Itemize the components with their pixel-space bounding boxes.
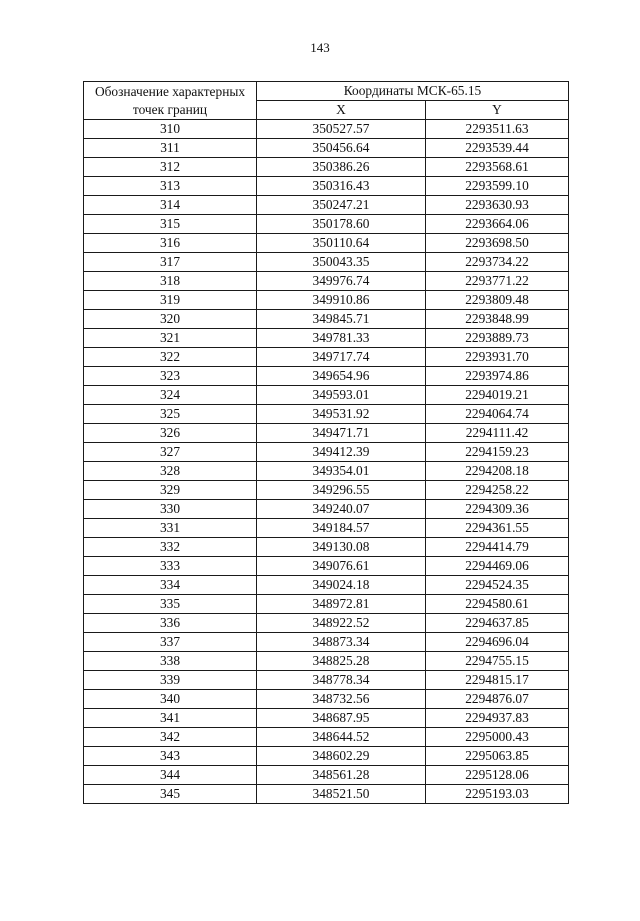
table-row xyxy=(84,215,569,234)
point-id-cell: 340 xyxy=(84,690,257,709)
y-coordinate-cell: 2294019.21 xyxy=(426,386,569,405)
point-id-cell: 333 xyxy=(84,557,257,576)
header-row-top xyxy=(84,82,569,101)
y-coordinate-cell: 2293848.99 xyxy=(426,310,569,329)
y-coordinate-cell: 2293734.22 xyxy=(426,253,569,272)
point-label-text: Обозначение характерных точек границ xyxy=(94,83,246,117)
y-coordinate-cell: 2294309.36 xyxy=(426,500,569,519)
point-id-cell: 326 xyxy=(84,424,257,443)
table-row xyxy=(84,462,569,481)
x-coordinate-cell: 348873.34 xyxy=(257,633,426,652)
x-coordinate-cell: 348778.34 xyxy=(257,671,426,690)
table-row xyxy=(84,671,569,690)
x-coordinate-cell: 349354.01 xyxy=(257,462,426,481)
x-coordinate-cell: 349076.61 xyxy=(257,557,426,576)
y-coordinate-cell: 2293630.93 xyxy=(426,196,569,215)
y-coordinate-cell: 2295128.06 xyxy=(426,766,569,785)
point-id-cell: 338 xyxy=(84,652,257,671)
table-row xyxy=(84,538,569,557)
point-id-cell: 332 xyxy=(84,538,257,557)
y-coordinate-cell: 2293974.86 xyxy=(426,367,569,386)
x-coordinate-cell: 350386.26 xyxy=(257,158,426,177)
point-id-cell: 339 xyxy=(84,671,257,690)
y-coordinate-cell: 2294637.85 xyxy=(426,614,569,633)
point-id-cell: 311 xyxy=(84,139,257,158)
x-coordinate-cell: 349845.71 xyxy=(257,310,426,329)
x-coordinate-cell: 348602.29 xyxy=(257,747,426,766)
table-row xyxy=(84,196,569,215)
x-coordinate-cell: 348972.81 xyxy=(257,595,426,614)
y-coordinate-cell: 2295193.03 xyxy=(426,785,569,804)
point-id-cell: 337 xyxy=(84,633,257,652)
table-row xyxy=(84,500,569,519)
x-coordinate-cell: 349240.07 xyxy=(257,500,426,519)
x-coordinate-cell: 348687.95 xyxy=(257,709,426,728)
table-row xyxy=(84,405,569,424)
x-coordinate-cell: 348521.50 xyxy=(257,785,426,804)
table-row xyxy=(84,348,569,367)
point-id-cell: 324 xyxy=(84,386,257,405)
y-coordinate-cell: 2294208.18 xyxy=(426,462,569,481)
y-coordinate-cell: 2293599.10 xyxy=(426,177,569,196)
x-coordinate-cell: 350110.64 xyxy=(257,234,426,253)
x-coordinate-cell: 350043.35 xyxy=(257,253,426,272)
point-id-cell: 344 xyxy=(84,766,257,785)
point-id-cell: 316 xyxy=(84,234,257,253)
table-row xyxy=(84,424,569,443)
table-row xyxy=(84,557,569,576)
coordinates-table xyxy=(83,81,569,804)
x-coordinate-cell: 349781.33 xyxy=(257,329,426,348)
y-coordinate-cell: 2293664.06 xyxy=(426,215,569,234)
table-row xyxy=(84,329,569,348)
point-id-cell: 322 xyxy=(84,348,257,367)
x-coordinate-cell: 350316.43 xyxy=(257,177,426,196)
table-row xyxy=(84,310,569,329)
x-coordinate-cell: 349717.74 xyxy=(257,348,426,367)
table-row xyxy=(84,234,569,253)
point-id-cell: 319 xyxy=(84,291,257,310)
point-id-cell: 336 xyxy=(84,614,257,633)
y-coordinate-cell: 2295000.43 xyxy=(426,728,569,747)
y-coordinate-cell: 2294524.35 xyxy=(426,576,569,595)
x-coordinate-cell: 350247.21 xyxy=(257,196,426,215)
y-column-header: Y xyxy=(426,101,569,120)
table-row xyxy=(84,728,569,747)
y-coordinate-cell: 2293568.61 xyxy=(426,158,569,177)
x-coordinate-cell: 349531.92 xyxy=(257,405,426,424)
y-coordinate-cell: 2294064.74 xyxy=(426,405,569,424)
y-coordinate-cell: 2294580.61 xyxy=(426,595,569,614)
table-row xyxy=(84,367,569,386)
point-id-cell: 312 xyxy=(84,158,257,177)
point-id-cell: 315 xyxy=(84,215,257,234)
y-coordinate-cell: 2294414.79 xyxy=(426,538,569,557)
table-row xyxy=(84,614,569,633)
y-coordinate-cell: 2293809.48 xyxy=(426,291,569,310)
point-id-cell: 318 xyxy=(84,272,257,291)
table-row xyxy=(84,576,569,595)
table-row xyxy=(84,766,569,785)
point-id-cell: 320 xyxy=(84,310,257,329)
table-row xyxy=(84,519,569,538)
point-id-cell: 321 xyxy=(84,329,257,348)
x-coordinate-cell: 350178.60 xyxy=(257,215,426,234)
point-label-header xyxy=(84,82,257,120)
y-coordinate-cell: 2294469.06 xyxy=(426,557,569,576)
y-coordinate-cell: 2294876.07 xyxy=(426,690,569,709)
table-row xyxy=(84,747,569,766)
x-coordinate-cell: 348825.28 xyxy=(257,652,426,671)
point-id-cell: 331 xyxy=(84,519,257,538)
point-id-cell: 317 xyxy=(84,253,257,272)
table-row xyxy=(84,652,569,671)
y-coordinate-cell: 2295063.85 xyxy=(426,747,569,766)
y-coordinate-cell: 2294361.55 xyxy=(426,519,569,538)
table-row xyxy=(84,253,569,272)
point-id-cell: 330 xyxy=(84,500,257,519)
x-coordinate-cell: 350527.57 xyxy=(257,120,426,139)
y-coordinate-cell: 2294111.42 xyxy=(426,424,569,443)
x-coordinate-cell: 349471.71 xyxy=(257,424,426,443)
y-coordinate-cell: 2293539.44 xyxy=(426,139,569,158)
table-row xyxy=(84,139,569,158)
x-coordinate-cell: 350456.64 xyxy=(257,139,426,158)
x-coordinate-cell: 349654.96 xyxy=(257,367,426,386)
table-row xyxy=(84,120,569,139)
point-id-cell: 329 xyxy=(84,481,257,500)
y-coordinate-cell: 2294815.17 xyxy=(426,671,569,690)
point-id-cell: 342 xyxy=(84,728,257,747)
point-id-cell: 323 xyxy=(84,367,257,386)
point-id-cell: 343 xyxy=(84,747,257,766)
y-coordinate-cell: 2293889.73 xyxy=(426,329,569,348)
y-coordinate-cell: 2294755.15 xyxy=(426,652,569,671)
table-body xyxy=(84,120,569,804)
y-coordinate-cell: 2294696.04 xyxy=(426,633,569,652)
y-coordinate-cell: 2294937.83 xyxy=(426,709,569,728)
y-coordinate-cell: 2293698.50 xyxy=(426,234,569,253)
point-id-cell: 313 xyxy=(84,177,257,196)
coords-system-header: Координаты МСК-65.15 xyxy=(257,82,569,101)
y-coordinate-cell: 2294258.22 xyxy=(426,481,569,500)
point-id-cell: 341 xyxy=(84,709,257,728)
table-row xyxy=(84,291,569,310)
point-id-cell: 325 xyxy=(84,405,257,424)
point-id-cell: 345 xyxy=(84,785,257,804)
x-coordinate-cell: 349296.55 xyxy=(257,481,426,500)
y-coordinate-cell: 2293511.63 xyxy=(426,120,569,139)
x-coordinate-cell: 349976.74 xyxy=(257,272,426,291)
y-coordinate-cell: 2294159.23 xyxy=(426,443,569,462)
point-id-cell: 310 xyxy=(84,120,257,139)
point-id-cell: 328 xyxy=(84,462,257,481)
x-coordinate-cell: 348561.28 xyxy=(257,766,426,785)
table-row xyxy=(84,690,569,709)
x-coordinate-cell: 349593.01 xyxy=(257,386,426,405)
y-coordinate-cell: 2293771.22 xyxy=(426,272,569,291)
table-header xyxy=(84,82,569,120)
x-column-header: X xyxy=(257,101,426,120)
x-coordinate-cell: 349024.18 xyxy=(257,576,426,595)
x-coordinate-cell: 349184.57 xyxy=(257,519,426,538)
table-row xyxy=(84,443,569,462)
table-row xyxy=(84,595,569,614)
table-row xyxy=(84,709,569,728)
table-row xyxy=(84,633,569,652)
table-row xyxy=(84,785,569,804)
table-row xyxy=(84,386,569,405)
x-coordinate-cell: 349412.39 xyxy=(257,443,426,462)
table-row xyxy=(84,177,569,196)
table-row xyxy=(84,272,569,291)
x-coordinate-cell: 348732.56 xyxy=(257,690,426,709)
table-row xyxy=(84,158,569,177)
point-id-cell: 334 xyxy=(84,576,257,595)
x-coordinate-cell: 349910.86 xyxy=(257,291,426,310)
table-row xyxy=(84,481,569,500)
x-coordinate-cell: 348644.52 xyxy=(257,728,426,747)
x-coordinate-cell: 348922.52 xyxy=(257,614,426,633)
point-id-cell: 335 xyxy=(84,595,257,614)
y-coordinate-cell: 2293931.70 xyxy=(426,348,569,367)
point-id-cell: 327 xyxy=(84,443,257,462)
page-number: 143 xyxy=(310,40,330,55)
point-id-cell: 314 xyxy=(84,196,257,215)
x-coordinate-cell: 349130.08 xyxy=(257,538,426,557)
